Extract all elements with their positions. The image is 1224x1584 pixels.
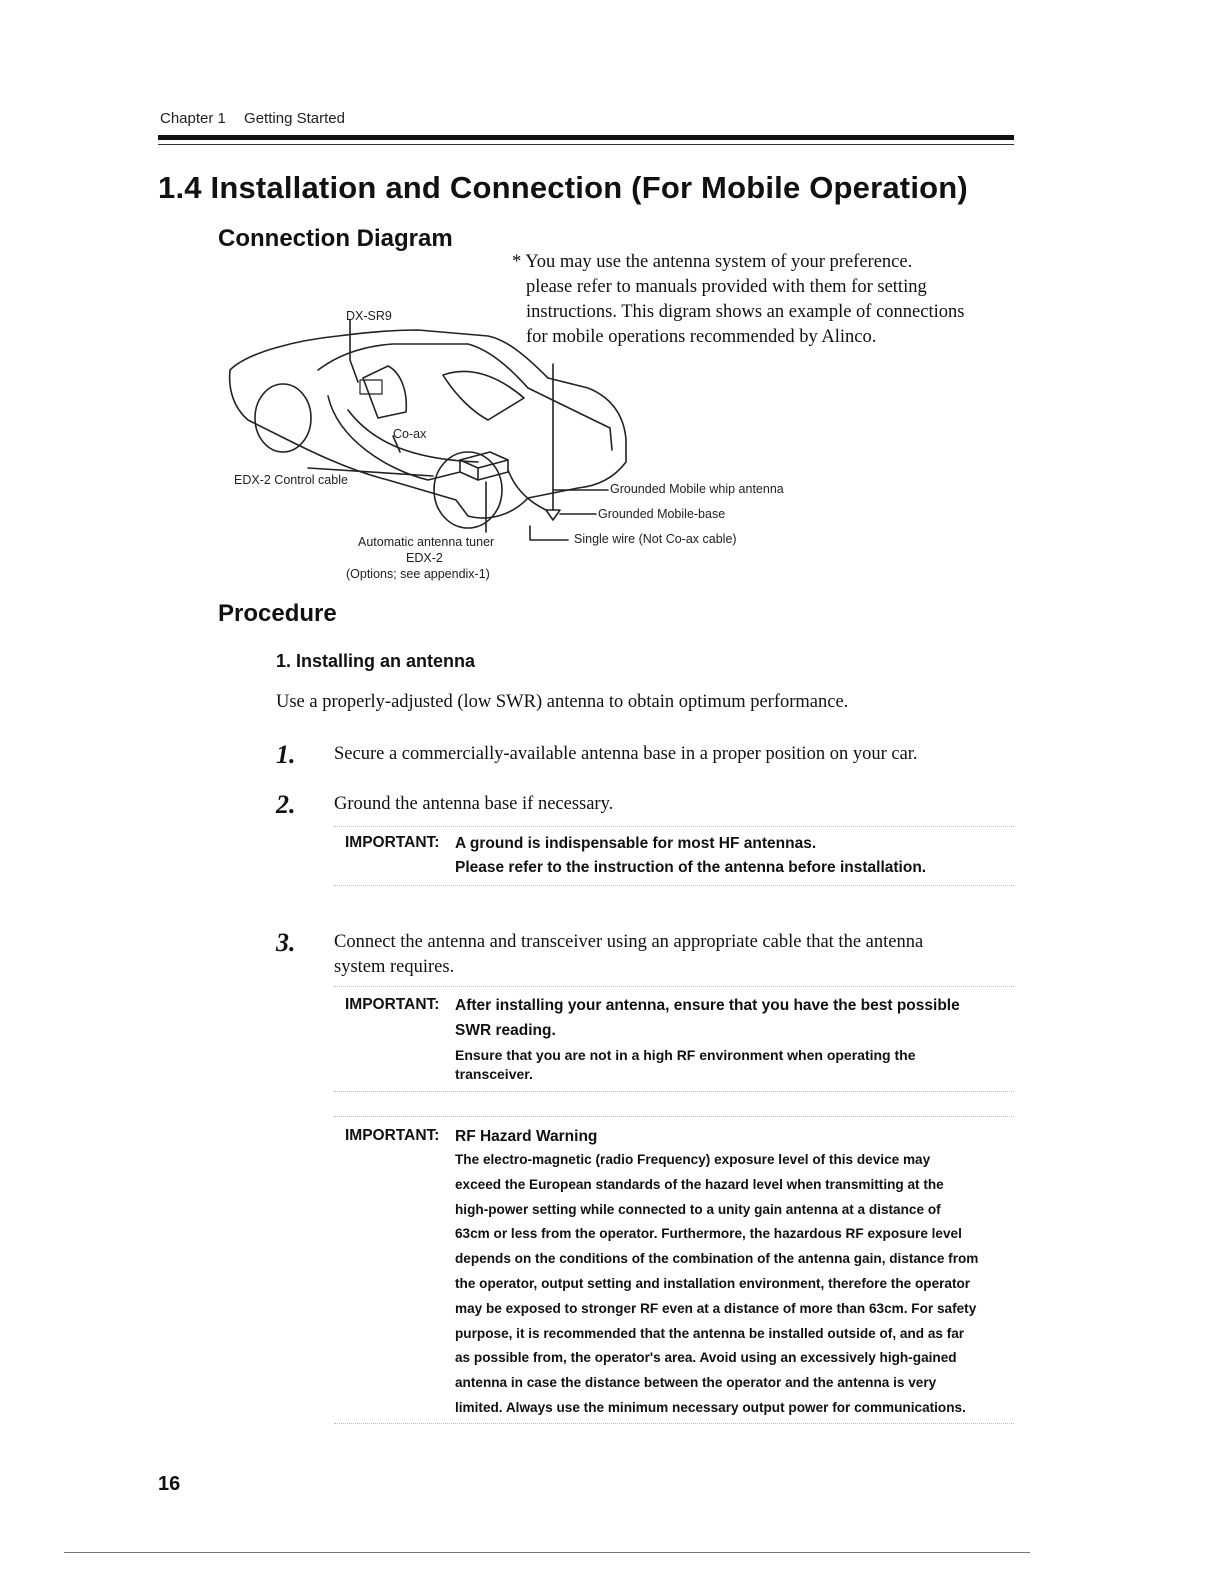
connection-diagram xyxy=(228,300,828,590)
step-number: 2. xyxy=(276,790,296,819)
diagram-heading: Connection Diagram xyxy=(218,225,453,252)
single-wire xyxy=(508,470,546,510)
rf-line: high-power setting while connected to a unity gain antenna at a distance of xyxy=(455,1201,941,1217)
rf-line: may be exposed to stronger RF even at a distance of more than 63cm. For safety xyxy=(455,1300,977,1316)
rf-line: the operator, output setting and installation environment, therefore the operator xyxy=(455,1275,971,1291)
rf-line: exceed the European standards of the hazard level when transmitting at the xyxy=(455,1176,944,1192)
note-line: please refer to manuals provided with them for setting xyxy=(526,277,927,297)
intro-text: Use a properly-adjusted (low SWR) antenna to obtain optimum performance. xyxy=(276,692,849,712)
important-text: SWR reading. xyxy=(455,1022,556,1039)
important-text: After installing your antenna, ensure that you have the best possible xyxy=(455,997,960,1014)
tuner-options-label: (Options; see appendix-1) xyxy=(346,567,490,581)
car-rear-window xyxy=(363,366,406,418)
car-windshield xyxy=(443,371,524,420)
tuner-model-label: EDX-2 xyxy=(406,551,443,565)
rear-wheel xyxy=(255,384,311,452)
step-number: 3. xyxy=(276,928,296,957)
rf-line: limited. Always use the minimum necessary output power for communications. xyxy=(455,1399,966,1415)
page-number: 16 xyxy=(158,1473,181,1495)
note-line: for mobile operations recommended by Alinco. xyxy=(526,327,877,347)
base-label: Grounded Mobile-base xyxy=(598,507,726,521)
header-rule-thin xyxy=(158,144,1014,145)
antenna-base xyxy=(546,510,560,520)
wire-label: Single wire (Not Co-ax cable) xyxy=(574,532,737,546)
rf-warning-body xyxy=(455,1148,1015,1421)
step-text: Connect the antenna and transceiver using an appropriate cable that the antenna xyxy=(334,932,924,952)
running-header xyxy=(160,110,345,127)
control-cable-label: EDX-2 Control cable xyxy=(234,473,348,487)
important-text: transceiver. xyxy=(455,1066,533,1082)
important-label: IMPORTANT: xyxy=(345,1127,440,1144)
radio-label: DX-SR9 xyxy=(346,309,392,323)
bottom-rule xyxy=(64,1552,1030,1553)
rf-line: The electro-magnetic (radio Frequency) exposure level of this device may xyxy=(455,1152,931,1167)
chapter-label: Chapter 1 xyxy=(160,110,226,127)
note-line: instructions. This digram shows an example of connections xyxy=(526,302,965,322)
rf-line: antenna in case the distance between the operator and the antenna is very xyxy=(455,1375,937,1391)
step-text: Ground the antenna base if necessary. xyxy=(334,794,614,814)
step-text: system requires. xyxy=(334,957,455,977)
radio-unit xyxy=(360,380,382,394)
important-label: IMPORTANT: xyxy=(345,996,440,1013)
important-text: Ensure that you are not in a high RF environment when operating the xyxy=(455,1047,916,1063)
important-text: Please refer to the instruction of the antenna before installation. xyxy=(455,859,927,876)
procedure-heading: Procedure xyxy=(218,600,337,627)
antenna-subheading: 1. Installing an antenna xyxy=(276,651,476,671)
section-label: Getting Started xyxy=(244,110,345,127)
rf-line: as possible from, the operator's area. Avoid using an excessively high-gained xyxy=(455,1350,957,1366)
rf-line: depends on the conditions of the combination of the antenna gain, distance from xyxy=(455,1251,979,1267)
tuner-label: Automatic antenna tuner xyxy=(358,535,495,549)
important-label: IMPORTANT: xyxy=(345,834,440,851)
step-number: 1. xyxy=(276,740,296,769)
header-rule-thick xyxy=(158,135,1014,140)
rf-line: purpose, it is recommended that the antenna be installed outside of, and as far xyxy=(455,1325,965,1341)
rf-line: 63cm or less from the operator. Furthermore, the hazardous RF exposure level xyxy=(455,1226,962,1242)
step-text: Secure a commercially-available antenna base in a proper position on your car. xyxy=(334,744,918,764)
coax-label: Co-ax xyxy=(393,427,427,441)
page-title: 1.4 Installation and Connection (For Mobile Operation) xyxy=(158,170,968,205)
car-trunk xyxy=(528,388,612,450)
note-line: * You may use the antenna system of your preference. xyxy=(512,252,913,272)
whip-label: Grounded Mobile whip antenna xyxy=(610,482,784,496)
important-text: A ground is indispensable for most HF antennas. xyxy=(455,835,817,852)
rf-warning-heading: RF Hazard Warning xyxy=(455,1128,598,1145)
